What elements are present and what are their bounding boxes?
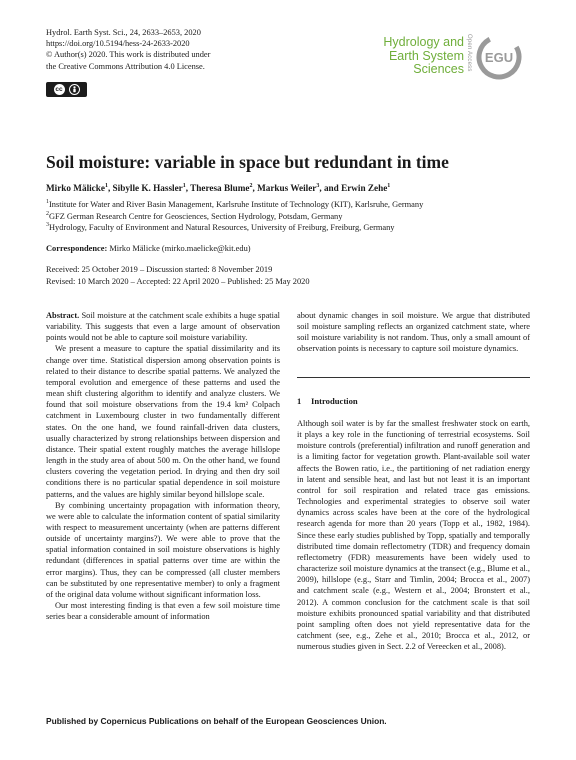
- publisher-footer: Published by Copernicus Publications on behalf of the European Geosciences Union.: [46, 716, 387, 726]
- affiliation-item: [46, 199, 526, 211]
- journal-name-line: Earth System: [388, 48, 464, 63]
- abstract-paragraph: By combining uncertainty propagation with information theory, we were able to calculate the information content of spatial similarity with respect to measurement uncertainty (when are patterns different outside of uncertainty margins?). We were able to prove that the spatial information contained in soil moisture observations is highly redundant (differences in spatial patterns over time are within the error margins). Thus, they can be compressed (all cluster members can be substituted by one representative member) to only a fragment of the original data volume without significant information loss.: [46, 500, 280, 599]
- author-name: Erwin Zehe: [341, 183, 388, 193]
- license-line: the Creative Commons Attribution 4.0 License.: [46, 61, 205, 71]
- publication-dates: [46, 264, 310, 287]
- correspondence-label: Correspondence:: [46, 244, 108, 253]
- abstract-label: Abstract.: [46, 311, 80, 320]
- egu-logo-text: EGU: [484, 50, 514, 65]
- affiliations: [46, 199, 526, 234]
- abstract-continuation: [297, 310, 530, 355]
- correspondence: [46, 244, 251, 253]
- author-name: Sibylle K. Hassler: [112, 183, 183, 193]
- dates-line: Received: 25 October 2019 – Discussion started: 8 November 2019: [46, 265, 273, 274]
- body-paragraph: Although soil water is by far the smallest freshwater stock on earth, it plays a key role in the functioning of terrestrial ecosystems. Soil moisture controls (preferential) infiltration and runoff generation and is a limiting factor for vegetation growth. Plant-available soil water affects the Bowen ratio, i.e., the partitioning of net radiation energy in latent and sensible heat, and last but not least it is an important control for soil respiration and related trace gas emissions. Technologies and experimental strategies to observe soil water dynamics across scales have been at the core of the hydrological research agenda for more than 20 years (Topp et al., 1982, 1984). Since these early studies published by Topp, spatially and temporally distributed time domain reflectometry (TDR) and frequency domain reflectometry (FDR) measurements have been widely used to characterize soil moisture dynamics at the transect (e.g., Blume et al., 2009), hillslope (e.g., Starr and Timlin, 2004; Brocca et al., 2007) and catchment scale (e.g., Western et al., 2004; Bronstert et al., 2012). A common conclusion for the catchment scale is that soil moisture exhibits pronounced spatial variability and that distributed point sampling often does not yield representative data for the catchment (see, e.g., Zehe et al., 2010; Brocca et al., 2012, or numerous studies given in Sect. 2.2 of Vereecken et al., 2008).: [297, 419, 530, 652]
- affiliation-item: [46, 222, 526, 234]
- abstract-paragraph: [46, 310, 280, 343]
- affiliation-text: Hydrology, Faculty of Environment and Natural Resources, University of Freiburg, Freiburg, Germany: [49, 223, 395, 233]
- author-name: Markus Weiler: [257, 183, 317, 193]
- author-affiliation-mark: 1: [182, 182, 186, 189]
- affiliation-number: 3: [46, 222, 49, 229]
- abstract-column: [46, 310, 280, 622]
- section-heading: [297, 396, 358, 406]
- affiliation-number: 1: [46, 199, 49, 206]
- dates-line: Revised: 10 March 2020 – Accepted: 22 April 2020 – Published: 25 May 2020: [46, 276, 310, 286]
- introduction-text: [297, 418, 530, 652]
- paper-title: Soil moisture: variable in space but redundant in time: [46, 152, 449, 172]
- affiliation-item: [46, 211, 526, 223]
- section-number: 1: [297, 396, 302, 406]
- correspondence-email[interactable]: Mirko Mälicke (mirko.maelicke@kit.edu): [109, 244, 251, 253]
- abstract-paragraph: Our most interesting finding is that even a few soil moisture time series bear a considerable amount of information: [46, 601, 280, 622]
- abstract-paragraph: about dynamic changes in soil moisture. We argue that distributed soil moisture sampling reflects an organized catchment state, where soil moisture variability is not random. Thus, only a small amount of observation points is necessary to capture soil moisture dynamics.: [297, 311, 530, 354]
- doi-link[interactable]: https://doi.org/10.5194/hess-24-2633-2020: [46, 39, 190, 49]
- author-list: Mirko Mälicke$^1$, Sibylle K. Hassler$^1$, Theresa Blume$^2$, Markus Weiler$^3$, and Erwin Zehe$^1$: [46, 182, 391, 193]
- author-name: Mirko Mälicke: [46, 183, 105, 193]
- affiliation-text: Institute for Water and River Basin Management, Karlsruhe Institute of Technology (KIT), Karlsruhe, Germany: [49, 200, 424, 209]
- journal-name-line: Sciences: [413, 62, 464, 76]
- author-affiliation-mark: 1: [387, 182, 391, 189]
- abstract-text: Soil moisture at the catchment scale exhibits a huge spatial variability. This suggests that even a large amount of observation points would not be able to capture soil moisture variability.: [46, 311, 280, 343]
- section-title: Introduction: [311, 396, 358, 406]
- citation-line: Hydrol. Earth Syst. Sci., 24, 2633–2653, 2020: [46, 28, 201, 37]
- author-name: Theresa Blume: [190, 183, 250, 193]
- author-affiliation-mark: 3: [316, 182, 320, 189]
- cc-icon: cc: [55, 86, 63, 93]
- open-access-label: Open Access: [466, 34, 472, 72]
- journal-name-line: Hydrology and: [383, 35, 464, 49]
- affiliation-number: 2: [46, 210, 49, 217]
- cc-by-license-badge[interactable]: [46, 82, 87, 97]
- abstract-paragraph: We present a measure to capture the spatial dissimilarity and its change over time. Statistical dispersion among observation points is related to their distance to describe spatial patterns. We analyzed the temporal evolution and emergence of these patterns and used the mean shift clustering algorithm to identify and analyze clusters. We found that soil moisture observations from the 19.4 km² Colpach catchment in Luxembourg cluster in two fundamentally different states. On the one hand, we found rainfall-driven data clusters, usually characterized by strong relationships between dispersion and distance. Their spatial extent roughly matches the average hillslope length in the study area of about 500 m. On the other hand, we found clusters covering the vegetation period. In drying and then dry soil conditions there is no particular spatial dependence in soil moisture patterns, and the values are highly similar beyond hillslope scale.: [46, 344, 280, 499]
- affiliation-text: GFZ German Research Centre for Geosciences, Section Hydrology, Potsdam, Germany: [49, 211, 343, 221]
- author-conjunction: and: [323, 183, 339, 193]
- abstract-divider: [297, 377, 530, 378]
- author-affiliation-mark: 1: [104, 182, 108, 189]
- copyright-line: © Author(s) 2020. This work is distributed under: [46, 50, 211, 60]
- journal-name: [364, 36, 464, 77]
- citation-block: [46, 27, 306, 72]
- attribution-icon: [69, 84, 80, 95]
- author-affiliation-mark: 2: [249, 182, 253, 189]
- egu-logo: [476, 34, 522, 80]
